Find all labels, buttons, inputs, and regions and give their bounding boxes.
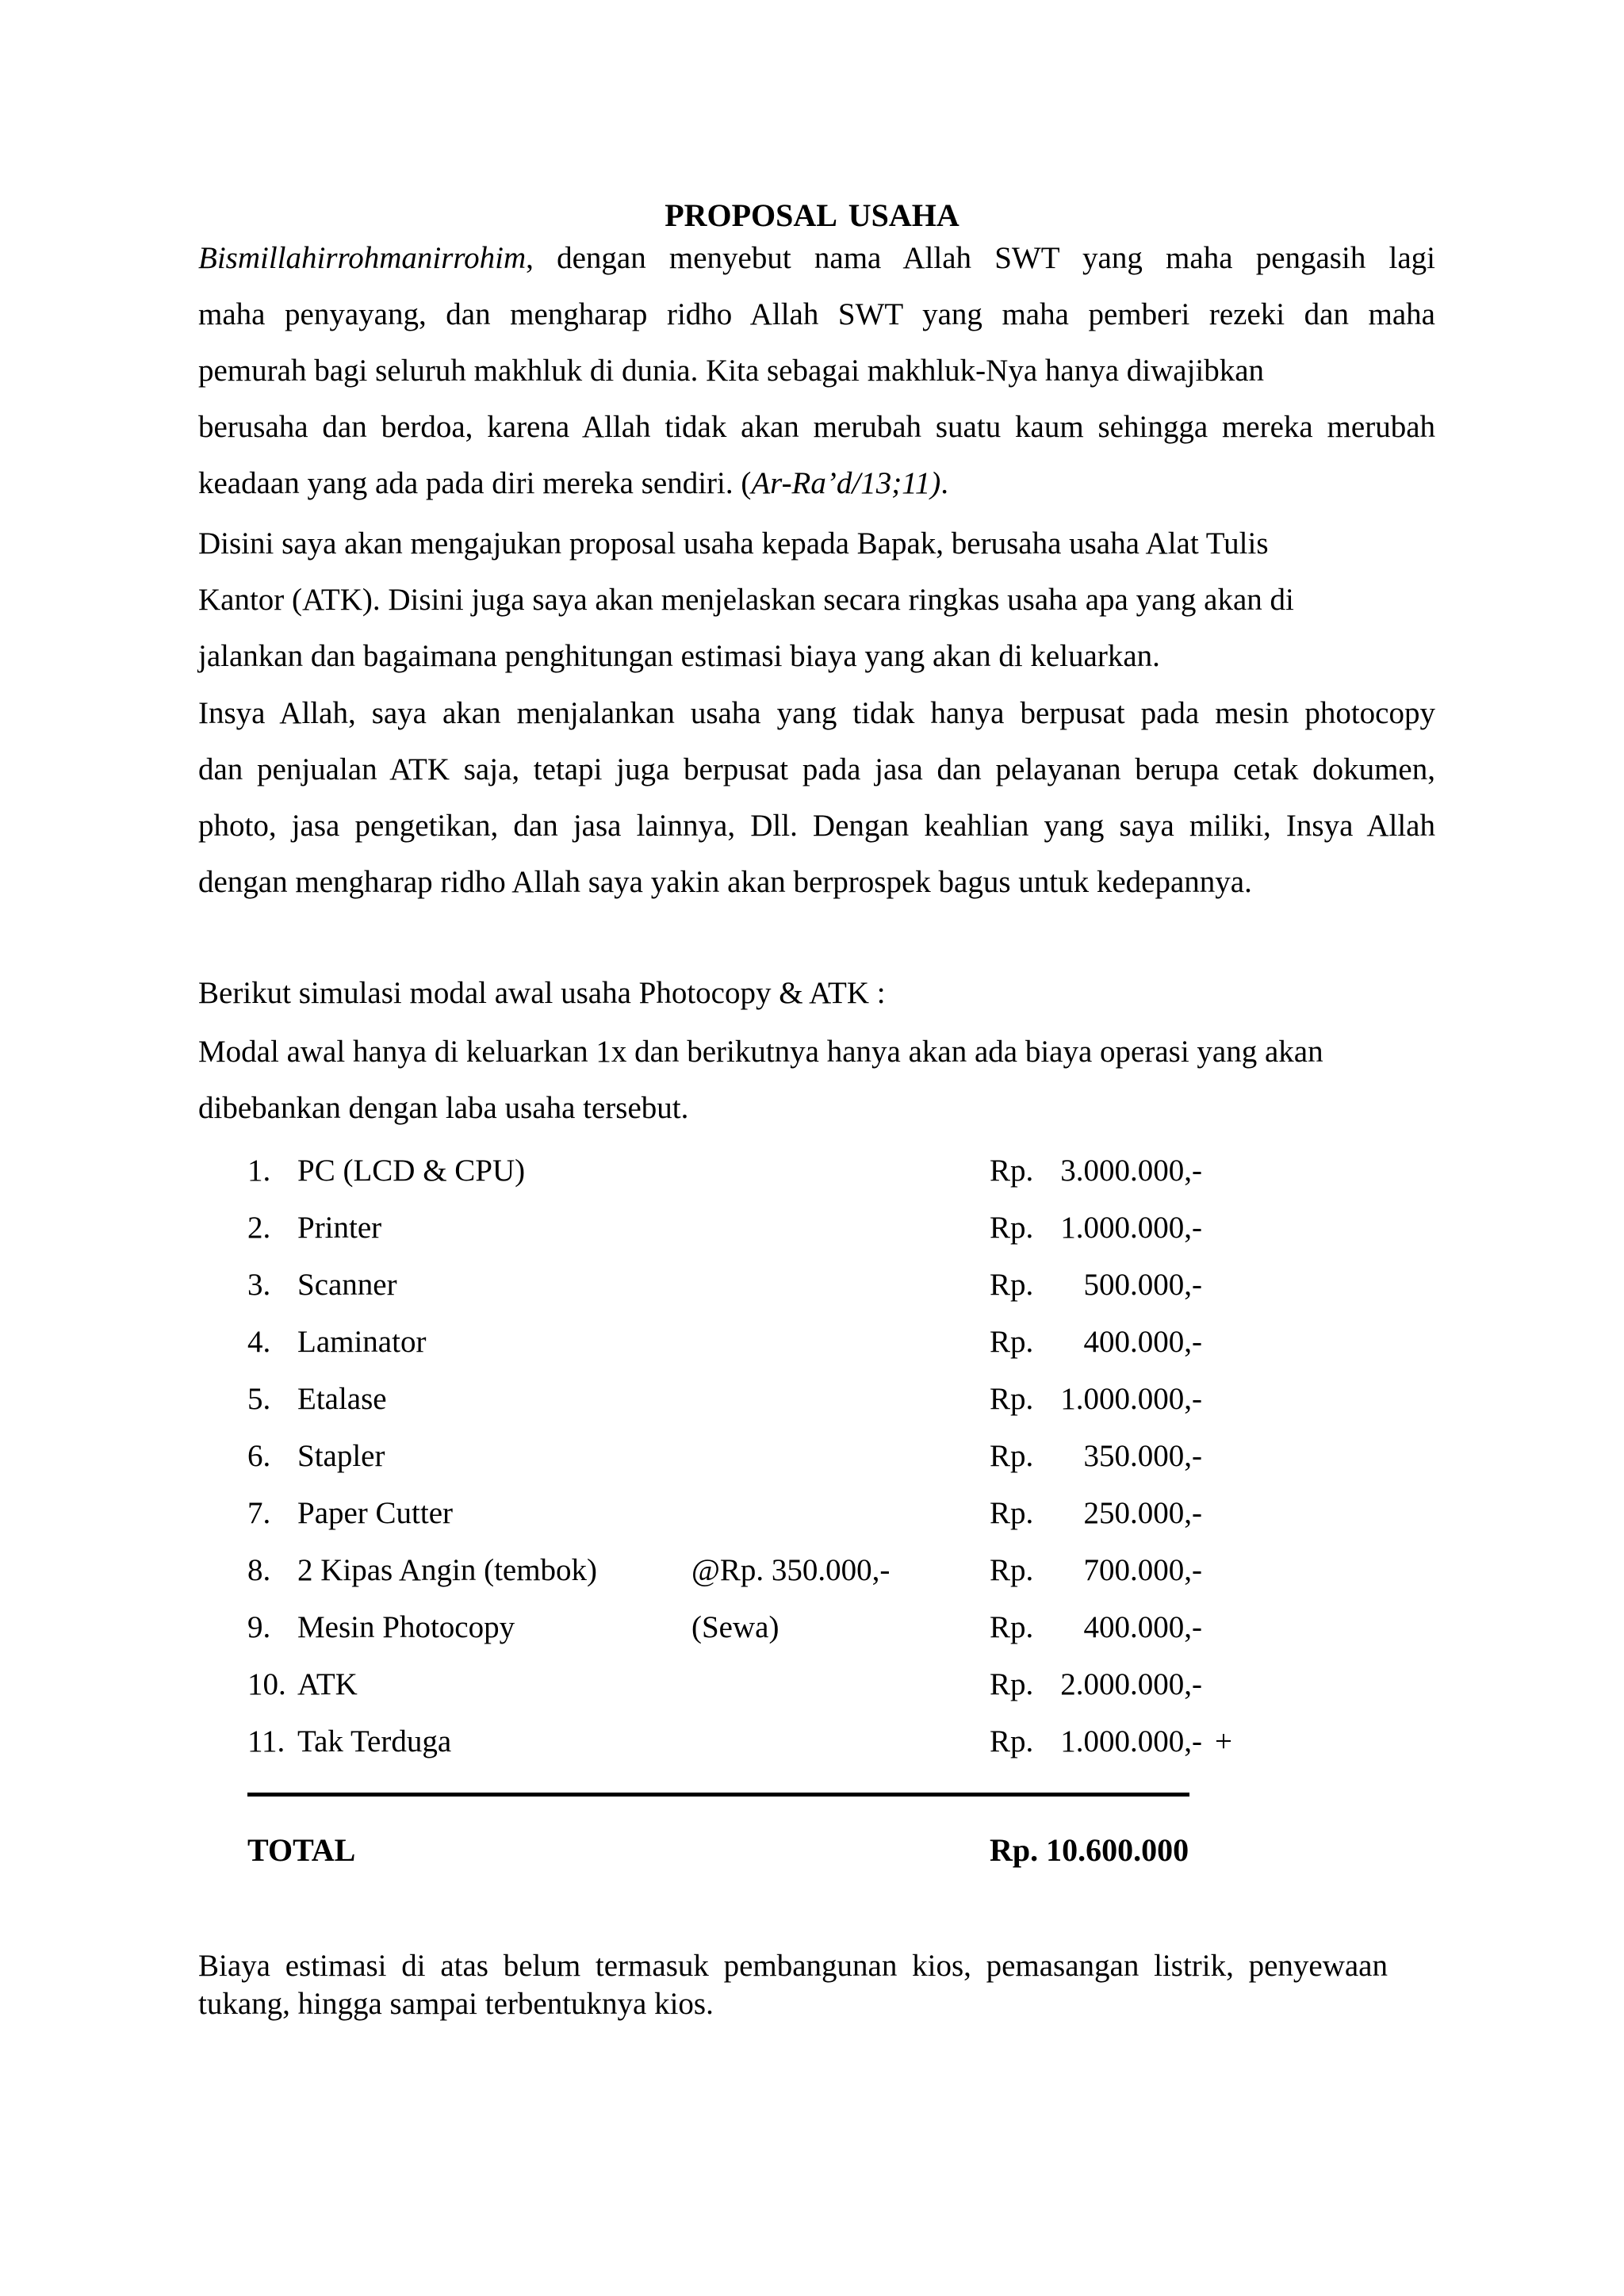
business-line-4: dengan mengharap ridho Allah saya yakin akan berprospek bagus untuk kedepannya. [198,865,1252,899]
simulation-heading-block [198,965,1435,1021]
item-currency: Rp. [990,1610,1034,1644]
intro-line-2: maha penyayang, dan mengharap ridho Allah SWT yang maha pemberi rezeki dan maha [198,297,1435,331]
item-name: Paper Cutter [297,1496,454,1530]
item-amount: 1.000.000,- [1060,1382,1202,1416]
footer-note [198,1947,1388,2023]
item-number: 3. [247,1268,271,1302]
item-name: Stapler [297,1439,385,1473]
item-currency: Rp. [990,1325,1034,1359]
proposal-line-2: Kantor (ATK). Disini juga saya akan menjelaskan secara ringkas usaha apa yang akan di [198,583,1294,617]
item-number: 4. [247,1325,271,1359]
item-currency: Rp. [990,1211,1034,1245]
intro-line-3: pemurah bagi seluruh makhluk di dunia. Kita sebagai makhluk-Nya hanya diwajibkan [198,354,1265,388]
simulation-note-line-2: dibebankan dengan laba usaha tersebut. [198,1091,689,1125]
item-number: 11. [247,1724,285,1758]
item-name: PC (LCD & CPU) [297,1154,526,1188]
footer-line-2: tukang, hingga sampai terbentuknya kios. [198,1987,714,2021]
item-currency: Rp. [990,1154,1034,1188]
footer-line-1: Biaya estimasi di atas belum termasuk pembangunan kios, pemasangan listrik, penyewaan [198,1949,1388,1983]
cost-item-row [247,1542,1278,1599]
item-number: 7. [247,1496,271,1530]
cost-item-row [247,1713,1278,1770]
item-currency: Rp. [990,1268,1034,1302]
item-note: @Rp. 350.000,- [691,1553,891,1587]
item-number: 10. [247,1667,286,1701]
item-amount: 3.000.000,- [1060,1154,1202,1188]
item-sum-sign: + [1215,1724,1232,1758]
cost-item-row [247,1200,1278,1257]
item-number: 5. [247,1382,271,1416]
simulation-note-line-1: Modal awal hanya di keluarkan 1x dan berikutnya hanya akan ada biaya operasi yang akan [198,1035,1323,1069]
proposal-line-3: jalankan dan bagaimana penghitungan estimasi biaya yang akan di keluarkan. [198,639,1160,673]
cost-item-row [247,1371,1278,1428]
simulation-heading: Berikut simulasi modal awal usaha Photocopy & ATK : [198,976,886,1010]
cost-item-row [247,1428,1278,1485]
business-line-3: photo, jasa pengetikan, dan jasa lainnya, Dll. Dengan keahlian yang saya miliki, Insya Allah [198,809,1435,843]
intro-paragraph [198,230,1435,511]
intro-italic-opening: Bismillahirrohmanirrohim [198,241,527,275]
document-title: PROPOSAL USAHA [665,197,959,233]
item-name: 2 Kipas Angin (tembok) [297,1553,598,1587]
item-amount: 500.000,- [1083,1268,1202,1302]
item-currency: Rp. [990,1382,1034,1416]
item-name: ATK [297,1667,358,1701]
item-amount: 1.000.000,- [1060,1211,1202,1245]
cost-items-list [247,1142,1278,1770]
cost-item-row [247,1314,1278,1371]
cost-item-row [247,1257,1278,1314]
item-name: Etalase [297,1382,387,1416]
item-amount: 250.000,- [1083,1496,1202,1530]
cost-item-row [247,1485,1278,1542]
item-number: 9. [247,1610,271,1644]
total-label: TOTAL [247,1832,356,1868]
cost-item-row [247,1142,1278,1200]
cost-item-row [247,1656,1278,1713]
item-name: Laminator [297,1325,427,1359]
business-line-2: dan penjualan ATK saja, tetapi juga berpusat pada jasa dan pelayanan berupa cetak dokumen, [198,752,1435,786]
business-paragraph [198,685,1435,910]
intro-line-1 [198,230,1435,286]
item-currency: Rp. [990,1667,1034,1701]
intro-line-5-end: . [940,466,949,500]
total-value: Rp. 10.600.000 [990,1832,1189,1868]
item-note: (Sewa) [691,1610,779,1644]
item-amount: 1.000.000,- [1060,1724,1202,1758]
item-name: Mesin Photocopy [297,1610,515,1644]
item-amount: 700.000,- [1083,1553,1202,1587]
intro-line-5 [198,455,1435,511]
item-currency: Rp. [990,1553,1034,1587]
item-currency: Rp. [990,1439,1034,1473]
item-name: Tak Terduga [297,1724,452,1758]
item-amount: 400.000,- [1083,1325,1202,1359]
item-number: 6. [247,1439,271,1473]
item-name: Printer [297,1211,382,1245]
business-line-1: Insya Allah, saya akan menjalankan usaha yang tidak hanya berpusat pada mesin photocopy [198,696,1435,730]
item-amount: 2.000.000,- [1060,1667,1202,1701]
item-name: Scanner [297,1268,397,1302]
item-currency: Rp. [990,1496,1034,1530]
item-amount: 350.000,- [1083,1439,1202,1473]
simulation-note [198,1024,1435,1136]
item-number: 2. [247,1211,271,1245]
item-currency: Rp. [990,1724,1034,1758]
item-amount: 400.000,- [1083,1610,1202,1644]
proposal-line-1: Disini saya akan mengajukan proposal usaha kepada Bapak, berusaha usaha Alat Tulis [198,526,1269,561]
cost-item-row [247,1599,1278,1656]
intro-line-4: berusaha dan berdoa, karena Allah tidak akan merubah suatu kaum sehingga mereka merubah [198,410,1435,444]
total-divider-line [247,1793,1189,1797]
intro-line-1-rest: , dengan menyebut nama Allah SWT yang maha pengasih lagi [526,241,1435,275]
item-number: 8. [247,1553,271,1587]
proposal-paragraph [198,515,1435,684]
intro-line-5-start: keadaan yang ada pada diri mereka sendiri. ( [198,466,752,500]
intro-citation: Ar-Ra’d/13;11) [751,466,941,500]
item-number: 1. [247,1154,271,1188]
